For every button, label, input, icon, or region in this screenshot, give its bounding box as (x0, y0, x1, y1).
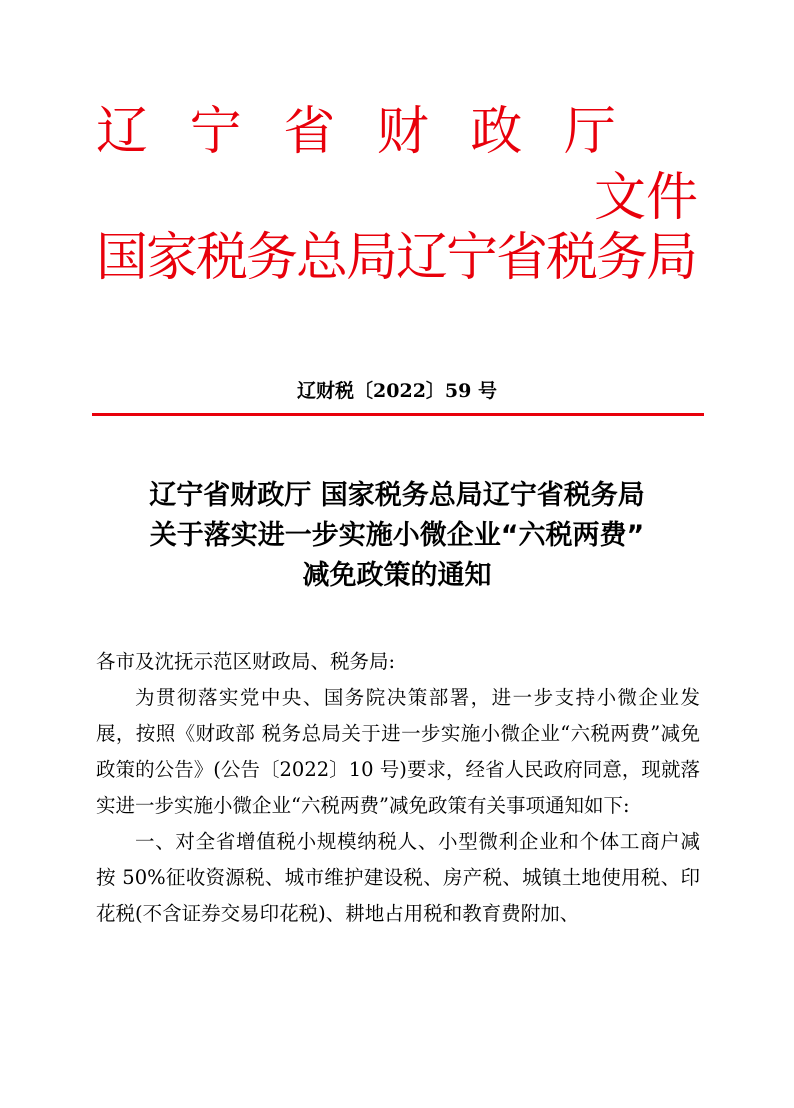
title-line-3: 减免政策的通知 (302, 560, 492, 591)
title-line-1: 辽宁省财政厅 国家税务总局辽宁省税务局 (149, 480, 645, 511)
agency-char: 省 (283, 102, 336, 162)
notice-body (96, 644, 700, 932)
agency-char: 财 (376, 102, 429, 162)
agency-char: 厅 (563, 102, 616, 162)
issuing-agency-finance-dept (96, 100, 616, 164)
title-line-2: 关于落实进一步实施小微企业“六税两费” (149, 520, 645, 551)
red-divider-line (92, 413, 704, 416)
issuing-agency-tax-bureau: 国家税务总局辽宁省税务局 (96, 228, 697, 288)
agency-char: 辽 (96, 102, 149, 162)
salutation: 各市及沈抚示范区财政局、税务局: (96, 650, 396, 673)
document-type-label: 文件 (593, 168, 698, 228)
document-number: 辽财税〔2022〕59 号 (297, 380, 497, 402)
body-paragraph: 一、对全省增值税小规模纳税人、小型微利企业和个体工商户减按 50%征收资源税、城市维护建设税、房产税、城镇土地使用税、印花税(不含证券交易印花税)、耕地占用税和教育费附加、 (96, 830, 700, 925)
body-paragraph: 为贯彻落实党中央、国务院决策部署，进一步支持小微企业发展，按照《财政部 税务总局关于进一步实施小微企业“六税两费”减免政策的公告》(公告〔2022〕10 号)要求，经省人民政府同意，现就落实进一步实施小微企业“六税两费”减免政策有关事项通知如下: (96, 686, 700, 817)
agency-char: 宁 (189, 102, 242, 162)
agency-char: 政 (470, 102, 523, 162)
notice-title (0, 476, 794, 596)
